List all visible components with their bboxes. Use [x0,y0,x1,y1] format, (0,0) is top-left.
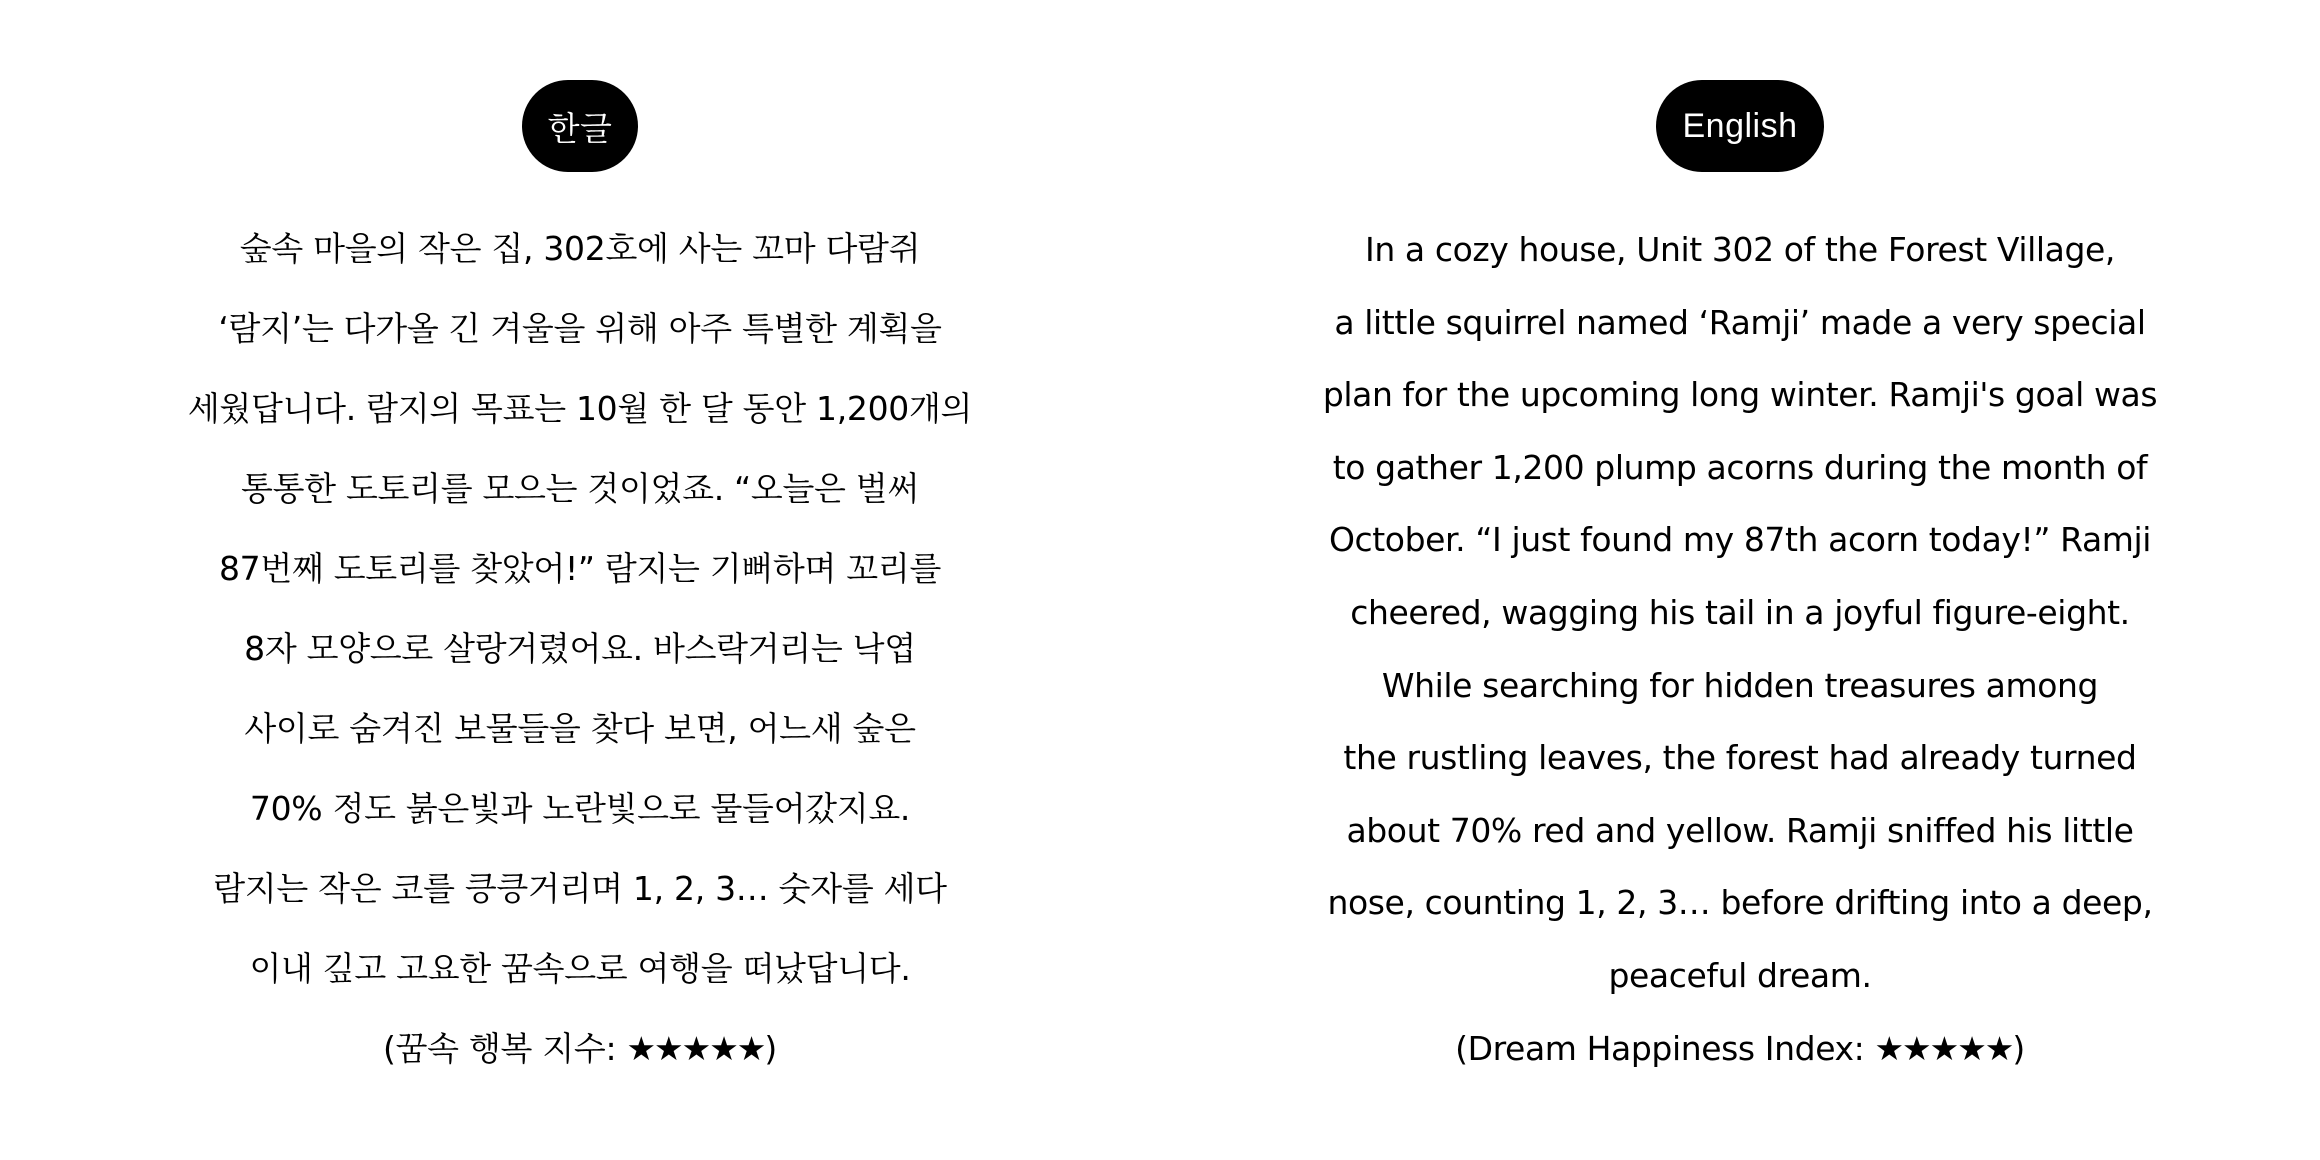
english-rating [1290,1013,2190,1086]
korean-rating-label: (꿈속 행복 지수: [383,1029,627,1068]
korean-language-tab[interactable] [522,80,638,172]
korean-column [130,0,1030,1160]
english-tab-label: English [1682,106,1798,145]
english-story-line: peaceful dream. [1608,955,1872,995]
korean-tab-label: 한글 [547,108,613,148]
korean-story-line: 87번째 도토리를 찾았어!” 람지는 기뻐하며 꼬리를 [218,549,942,588]
five-star-icon: ★★★★★ [1874,1028,2013,1068]
english-story-line: October. “I just found my 87th acorn today!” Ramji [1328,520,2152,560]
korean-story-line: 8자 모양으로 살랑거렸어요. 바스락거리는 낙엽 [244,629,916,668]
english-story-line: a little squirrel named ‘Ramji’ made a very special [1334,302,2146,342]
korean-story-line: 세웠답니다. 람지의 목표는 10월 한 달 동안 1,200개의 [187,389,973,428]
korean-rating-close: ) [764,1029,777,1068]
english-story-text [1290,214,2190,1085]
korean-story-line: 70% 정도 붉은빛과 노란빛으로 물들어갔지요. [249,789,911,828]
english-column [1290,0,2190,1160]
english-story-line: cheered, wagging his tail in a joyful figure-eight. [1350,592,2130,632]
english-rating-close: ) [2012,1028,2025,1068]
korean-story-line: 이내 깊고 고요한 꿈속으로 여행을 떠났답니다. [249,949,911,988]
english-language-tab[interactable] [1656,80,1824,172]
five-star-icon: ★★★★★ [626,1029,765,1068]
english-story-line: to gather 1,200 plump acorns during the month of [1332,447,2148,487]
korean-story-line: ‘람지’는 다가올 긴 겨울을 위해 아주 특별한 계획을 [218,309,942,348]
korean-story-line: 사이로 숨겨진 보물들을 찾다 보면, 어느새 숲은 [244,709,916,748]
korean-story-line: 람지는 작은 코를 킁킁거리며 1, 2, 3… 숫자를 세다 [213,869,947,908]
korean-rating [130,1009,1030,1089]
english-rating-label: (Dream Happiness Index: [1455,1028,1875,1068]
english-story-line: plan for the upcoming long winter. Ramji's goal was [1322,375,2158,415]
english-story-line: In a cozy house, Unit 302 of the Forest Village, [1365,230,2115,269]
english-story-line: the rustling leaves, the forest had already turned [1343,738,2137,778]
english-story-line: While searching for hidden treasures among [1381,665,2099,705]
korean-story-text [130,209,1030,1089]
english-story-line: nose, counting 1, 2, 3… before drifting into a deep, [1327,883,2153,923]
english-story-line: about 70% red and yellow. Ramji sniffed his little [1346,810,2134,850]
korean-story-line: 통통한 도토리를 모으는 것이었죠. “오늘은 벌써 [241,469,919,508]
korean-story-line: 숲속 마을의 작은 집, 302호에 사는 꼬마 다람쥐 [239,229,921,268]
